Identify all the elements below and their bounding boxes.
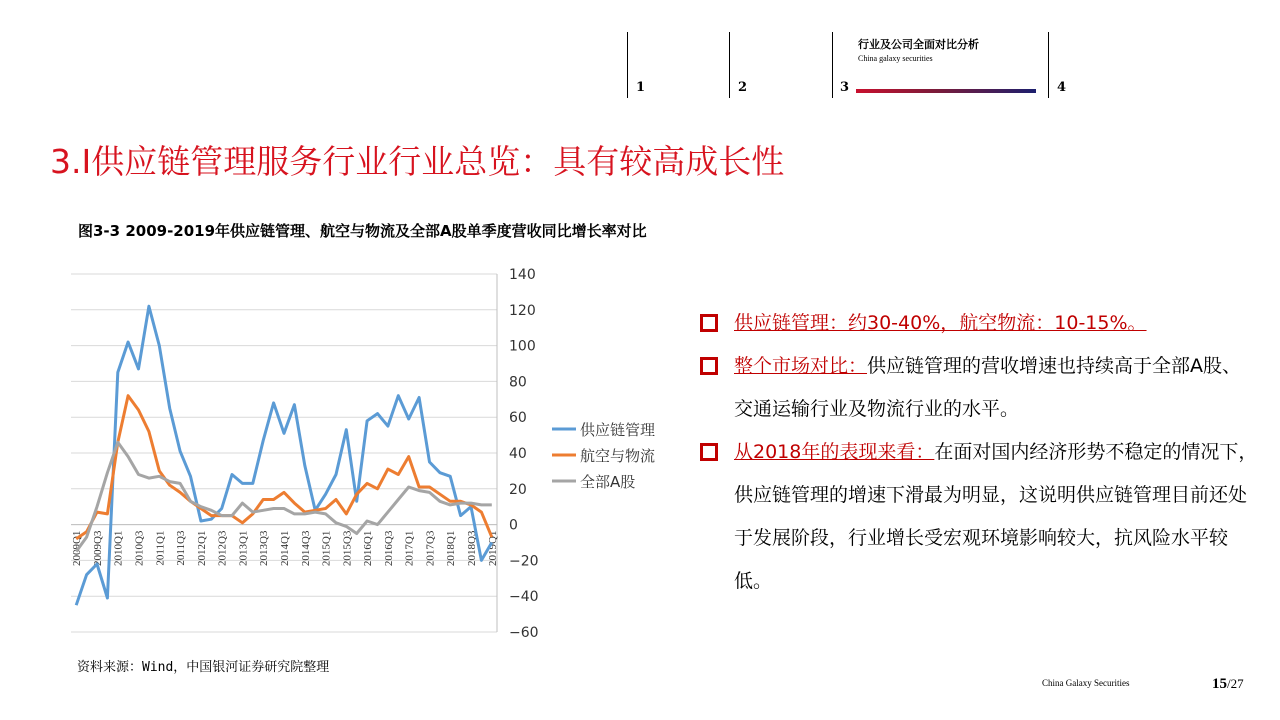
x-tick-label: 2014Q1 (279, 530, 291, 567)
page-number (1212, 676, 1244, 693)
footer-brand: China Galaxy Securities (1042, 678, 1130, 688)
nav-section-subtitle: China galaxy securities (858, 54, 933, 63)
y-tick-label: 0 (509, 517, 518, 534)
x-tick-label: 2018Q3 (466, 530, 479, 567)
bullet-item (698, 302, 1258, 345)
x-tick-label: 2012Q3 (216, 530, 229, 567)
x-tick-label: 2011Q1 (154, 530, 167, 566)
y-tick-label: −20 (509, 553, 539, 570)
x-tick-label: 2009Q1 (71, 530, 84, 567)
bullet-highlight: 从2018年的表现来看： (734, 441, 935, 463)
bullet-item (698, 345, 1258, 431)
y-tick-label: 60 (509, 410, 527, 427)
legend-label: 航空与物流 (580, 447, 656, 465)
y-tick-label: 80 (509, 374, 527, 391)
nav-item-2[interactable]: 2 (738, 80, 748, 95)
checkbox-bullet-icon (700, 314, 718, 332)
bullet-text: 供应链管理的营收增速也持续高于全部A股、交通运输行业及物流行业的水平。 (734, 355, 1242, 420)
y-tick-label: 100 (509, 338, 536, 355)
bullet-highlight: 整个市场对比： (734, 355, 868, 377)
x-tick-label: 2013Q1 (237, 530, 250, 567)
x-tick-label: 2009Q3 (91, 530, 104, 567)
nav-item-4[interactable]: 4 (1057, 80, 1067, 95)
x-tick-label: 2017Q1 (403, 530, 416, 567)
y-tick-label: 20 (509, 481, 527, 498)
bullet-item (698, 431, 1258, 603)
x-tick-label: 2018Q1 (445, 530, 458, 567)
x-tick-label: 2013Q3 (258, 530, 271, 567)
nav-item-1[interactable]: 1 (636, 80, 646, 95)
figure-title: 图3-3 2009-2019年供应链管理、航空与物流及全部A股单季度营收同比增长率对比 (78, 222, 647, 240)
y-tick-label: 40 (509, 446, 527, 462)
legend-label: 全部A股 (580, 473, 636, 491)
y-tick-label: 140 (509, 267, 536, 283)
x-tick-label: 2010Q1 (112, 530, 125, 567)
x-tick-label: 2012Q1 (195, 530, 208, 567)
source-note: 资料来源：Wind，中国银河证券研究院整理 (77, 660, 330, 675)
x-tick-label: 2011Q3 (175, 530, 188, 566)
y-tick-label: 120 (509, 302, 536, 319)
x-tick-label: 2017Q3 (424, 530, 437, 567)
y-tick-label: −40 (509, 589, 539, 606)
x-tick-label: 2015Q1 (320, 530, 333, 567)
x-tick-label: 2019Q1 (486, 530, 499, 567)
checkbox-bullet-icon (700, 357, 718, 375)
y-tick-label: −60 (509, 625, 539, 641)
legend-label: 供应链管理 (580, 421, 656, 439)
slide-title: 3.I供应链管理服务行业行业总览：具有较高成长性 (50, 142, 785, 181)
nav-item-3[interactable]: 3 (840, 80, 850, 95)
bullet-list (698, 302, 1258, 603)
x-tick-label: 2015Q3 (341, 530, 354, 567)
page-total: /27 (1227, 676, 1244, 691)
x-tick-label: 2016Q1 (362, 530, 375, 567)
checkbox-bullet-icon (700, 443, 718, 461)
page-current: 15 (1212, 676, 1227, 692)
x-tick-label: 2014Q3 (299, 530, 312, 567)
bullet-text: 在面对国内经济形势不稳定的情况下，供应链管理的增速下滑最为明显，这说明供应链管理目前还处于发展阶段，行业增长受宏观环境影响较大，抗风险水平较低。 (734, 441, 1258, 592)
nav-section-title: 行业及公司全面对比分析 (858, 38, 979, 51)
x-tick-label: 2016Q3 (382, 530, 395, 567)
x-tick-label: 2010Q3 (133, 530, 146, 567)
bullet-highlight: 供应链管理：约30-40%，航空物流：10-15%。 (734, 312, 1147, 334)
